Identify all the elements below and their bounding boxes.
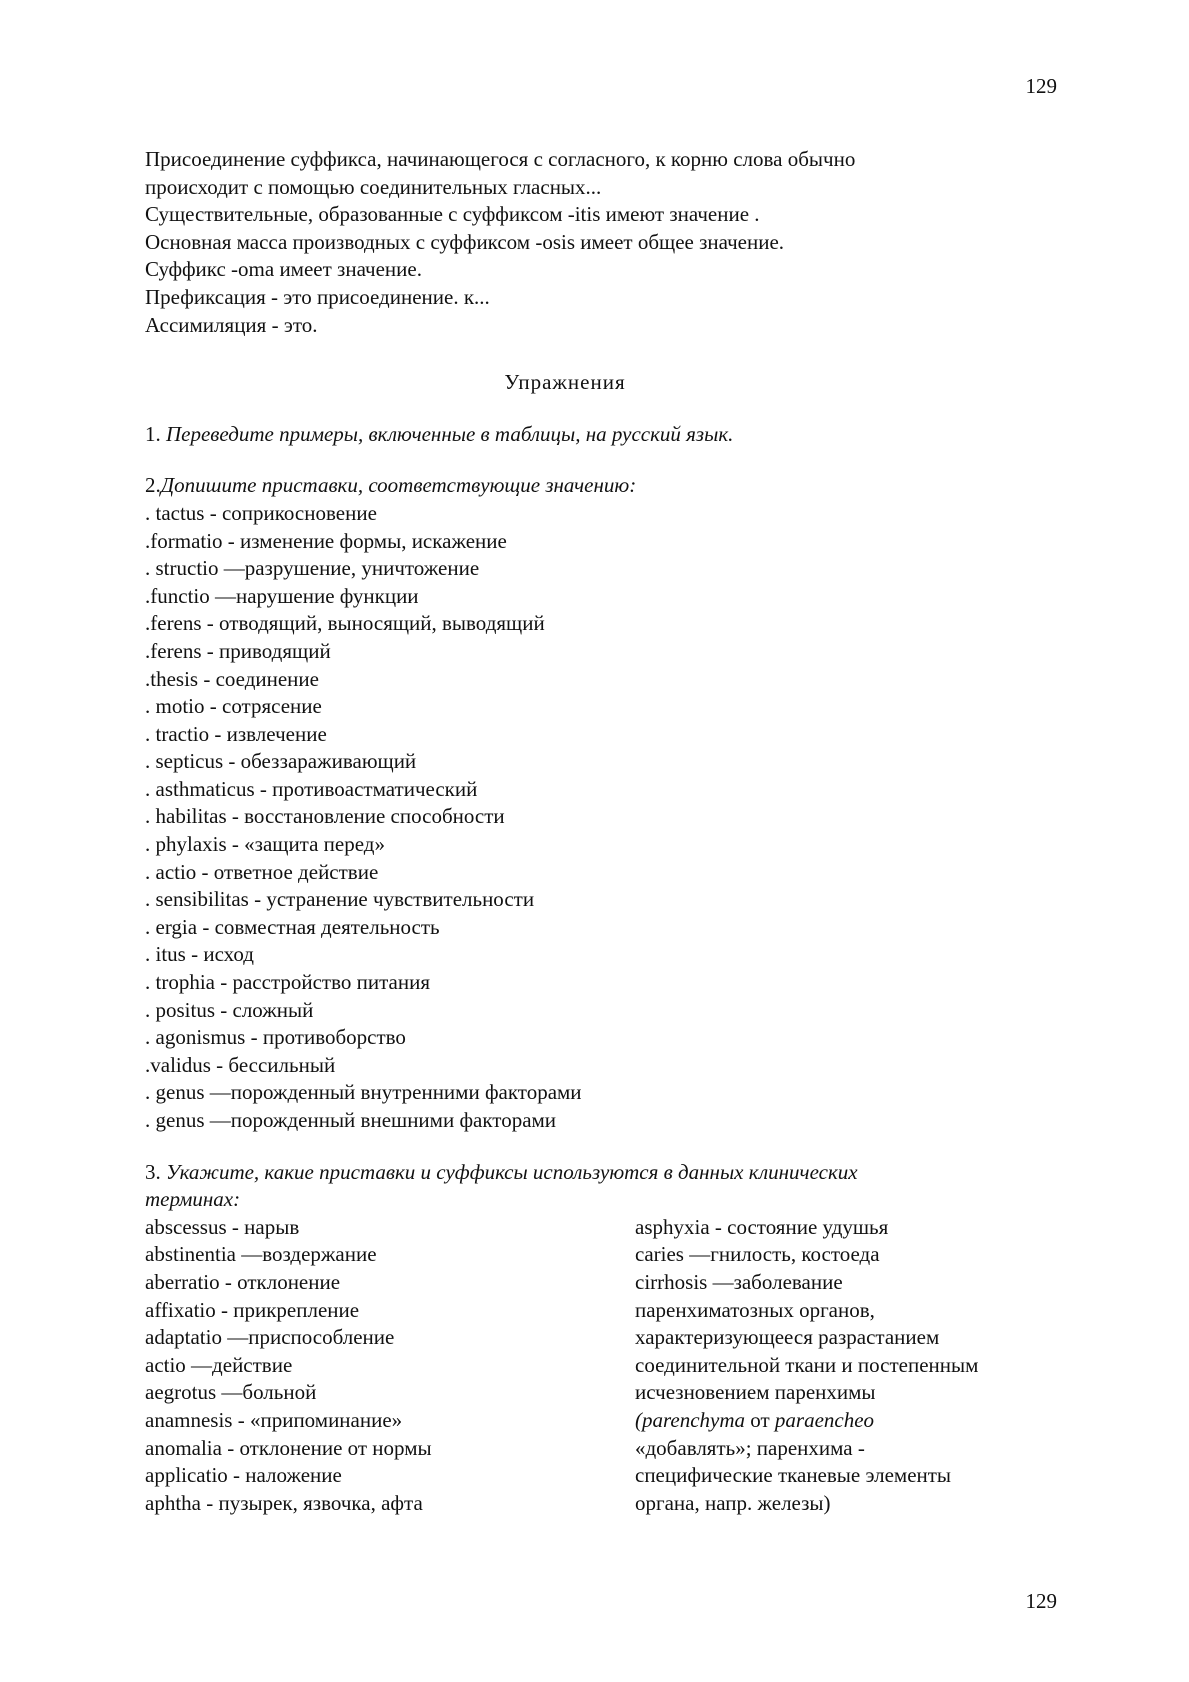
page-number-top: 129	[1025, 74, 1057, 98]
exercise-2-item: . genus —порожденный внешними факторами	[145, 1108, 557, 1132]
exercise-3-title-cont	[145, 1186, 1045, 1214]
term-item: «добавлять»; паренхима -	[635, 1435, 865, 1460]
exercise-2-item: . positus - сложный	[145, 997, 314, 1022]
exercise-2-title	[145, 472, 1045, 500]
term-item: anomalia - отклонение от нормы	[145, 1435, 432, 1460]
exercise-2-item: . habilitas - восстановление способности	[145, 804, 505, 829]
term-item: aberratio - отклонение	[145, 1269, 341, 1294]
exercise-3-number: 3.	[145, 1159, 161, 1184]
term-item: aphtha - пузырек, язвочка, афта	[145, 1490, 423, 1515]
page-content	[145, 146, 1045, 1517]
term-item: adaptatio —приспособление	[145, 1325, 395, 1350]
exercise-2-item: . trophia - расстройство питания	[145, 970, 430, 995]
exercise-2-item: . genus —порожденный внутренними факторами	[145, 1080, 582, 1105]
exercise-1-title	[145, 421, 1045, 449]
term-item: affixatio - прикрепление	[145, 1297, 360, 1322]
intro-line: происходит с помощью соединительных гласных...	[145, 174, 602, 199]
exercise-2-item: .formatio - изменение формы, искажение	[145, 528, 507, 553]
term-item: исчезновением паренхимы	[635, 1380, 876, 1405]
intro-line: Суффикс -oma имеет значение.	[145, 257, 422, 282]
exercise-2-item: . motio - сотрясение	[145, 694, 322, 719]
exercise-3	[145, 1159, 1045, 1518]
term-item: actio —действие	[145, 1352, 293, 1377]
etymology-italic-1: (parenchyma	[635, 1407, 746, 1432]
exercise-3-text-line1: Укажите, какие приставки и суффиксы используются в данных клинических	[166, 1159, 858, 1184]
exercise-2-item: . tactus - соприкосновение	[145, 500, 377, 525]
exercise-3-title	[145, 1159, 1045, 1187]
term-item: abscessus - нарыв	[145, 1214, 300, 1239]
term-item: паренхиматозных органов,	[635, 1297, 875, 1322]
term-item: anamnesis - «припоминание»	[145, 1407, 403, 1432]
term-item: aegrotus —больной	[145, 1380, 317, 1405]
etymology-normal: от	[745, 1407, 775, 1432]
term-item: applicatio - наложение	[145, 1463, 342, 1488]
intro-line: Префиксация - это присоединение. к...	[145, 284, 490, 309]
intro-line: Основная масса производных с суффиксом -osis имеет общее значение.	[145, 229, 785, 254]
exercise-2-item: .validus - бессильный	[145, 1052, 336, 1077]
term-item: asphyxia - состояние удушья	[635, 1214, 889, 1239]
terms-left-column	[145, 1214, 635, 1518]
intro-paragraph	[145, 146, 1045, 339]
section-title: Упражнения	[504, 370, 626, 395]
exercise-1-number: 1.	[145, 421, 161, 446]
exercise-2	[145, 472, 1045, 1134]
exercise-2-item: .ferens - отводящий, выносящий, выводящий	[145, 611, 545, 636]
term-item-etymology	[635, 1407, 1045, 1435]
exercise-2-item: .functio —нарушение функции	[145, 583, 419, 608]
intro-line: Существительные, образованные с суффиксом -itis имеют значение .	[145, 202, 760, 227]
exercise-2-item: . tractio - извлечение	[145, 721, 327, 746]
exercise-3-text-line2: терминах:	[145, 1187, 241, 1212]
term-item: abstinentia —воздержание	[145, 1242, 377, 1267]
exercise-2-item: . itus - исход	[145, 942, 254, 967]
term-item: органа, напр. железы)	[635, 1490, 831, 1515]
page-number-bottom: 129	[1025, 1589, 1057, 1613]
exercise-2-text: Допишите приставки, соответствующие значению:	[160, 473, 637, 498]
exercise-2-item: .ferens - приводящий	[145, 638, 331, 663]
term-item: caries —гнилость, костоеда	[635, 1242, 880, 1267]
terms-columns	[145, 1214, 1045, 1518]
term-item: специфические тканевые элементы	[635, 1463, 952, 1488]
exercise-2-item: . agonismus - противоборство	[145, 1025, 406, 1050]
exercise-2-item: . structio —разрушение, уничтожение	[145, 556, 480, 581]
exercise-2-item: . septicus - обеззараживающий	[145, 749, 417, 774]
intro-line: Присоединение суффикса, начинающегося с согласного, к корню слова обычно	[145, 147, 856, 171]
term-item: характеризующееся разрастанием	[635, 1325, 940, 1350]
exercise-2-item: . sensibilitas - устранение чувствительности	[145, 887, 535, 912]
exercise-2-number: 2.	[145, 473, 161, 498]
terms-right-column	[635, 1214, 1045, 1518]
term-item: cirrhosis —заболевание	[635, 1269, 843, 1294]
intro-line: Ассимиляция - это.	[145, 312, 318, 337]
term-item: соединительной ткани и постепенным	[635, 1352, 979, 1377]
exercise-1-text: Переведите примеры, включенные в таблицы, на русский язык.	[166, 421, 734, 446]
etymology-italic-2: paraencheo	[774, 1407, 875, 1432]
exercise-2-item: . ergia - совместная деятельность	[145, 914, 440, 939]
exercise-2-item: . asthmaticus - противоастматический	[145, 776, 478, 801]
exercise-2-item: .thesis - соединение	[145, 666, 319, 691]
exercise-2-item: . phylaxis - «защита перед»	[145, 832, 385, 857]
exercise-2-item: . actio - ответное действие	[145, 859, 379, 884]
